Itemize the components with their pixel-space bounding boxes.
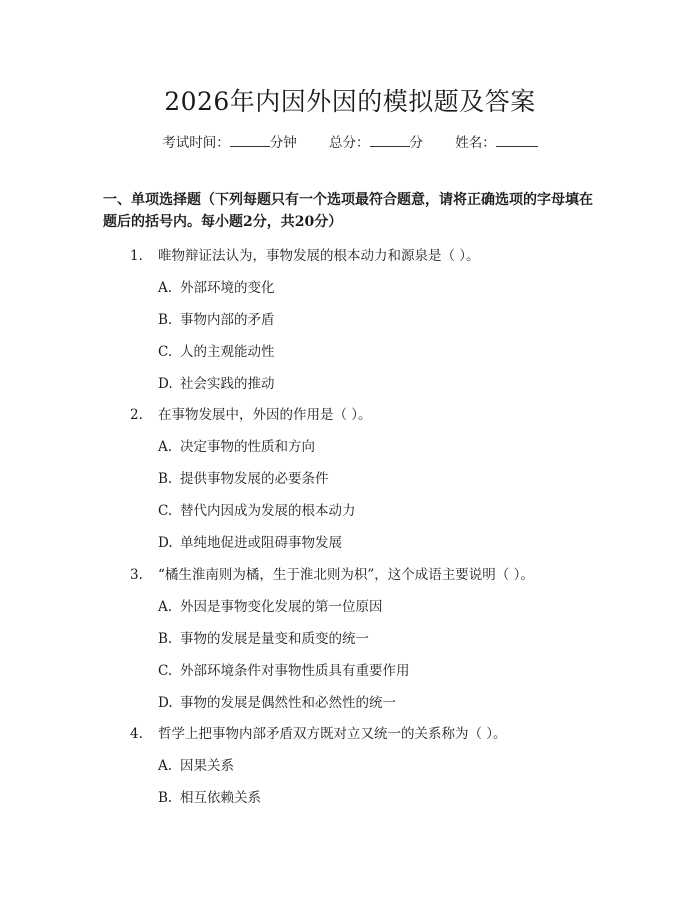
question-4-option-a: [158, 754, 234, 774]
question-2-option-a: [158, 435, 315, 455]
question-3: [130, 563, 534, 583]
option-text: 人的主观能动性: [180, 344, 275, 360]
question-number: 2.: [130, 407, 143, 423]
question-text: 唯物辩证法认为，事物发展的根本动力和源泉是（ ）。: [158, 248, 480, 264]
name-field: [455, 131, 538, 151]
option-text: 决定事物的性质和方向: [180, 439, 315, 455]
question-4: [130, 722, 507, 742]
option-letter: C.: [158, 344, 173, 360]
option-text: 单纯地促进或阻碍事物发展: [180, 535, 342, 551]
section-heading: 一、单项选择题（下列每题只有一个选项最符合题意，请将正确选项的字母填在题后的括号内。每小题2分，共20分）: [103, 192, 593, 230]
option-text: 外部环境条件对事物性质具有重要作用: [180, 663, 410, 679]
option-text: 事物的发展是偶然性和必然性的统一: [180, 695, 396, 711]
option-letter: A.: [158, 280, 173, 296]
option-text: 外部环境的变化: [180, 280, 275, 296]
exam-time-field: [162, 131, 297, 151]
question-1-option-a: [158, 276, 275, 296]
question-3-option-b: [158, 627, 369, 647]
question-1: [130, 244, 480, 264]
exam-time-blank: [230, 132, 270, 147]
question-number: 4.: [130, 726, 143, 742]
option-text: 外因是事物变化发展的第一位原因: [180, 599, 383, 615]
question-1-option-c: [158, 340, 275, 360]
question-text: “橘生淮南则为橘，生于淮北则为枳”，这个成语主要说明（ ）。: [158, 567, 534, 583]
question-number: 1.: [130, 248, 143, 264]
option-text: 相互依赖关系: [180, 790, 261, 806]
option-text: 因果关系: [180, 758, 234, 774]
total-score-unit: 分: [409, 135, 423, 151]
name-blank: [496, 132, 538, 147]
name-label: 姓名：: [455, 135, 496, 151]
option-letter: D.: [158, 695, 173, 711]
option-letter: C.: [158, 663, 173, 679]
question-text: 哲学上把事物内部矛盾双方既对立又统一的关系称为（ ）。: [158, 726, 507, 742]
option-text: 提供事物发展的必要条件: [180, 471, 329, 487]
exam-time-unit: 分钟: [269, 135, 297, 151]
question-3-option-c: [158, 659, 410, 679]
page-title: 2026年内因外因的模拟题及答案: [164, 87, 536, 116]
option-text: 事物的发展是量变和质变的统一: [180, 631, 369, 647]
option-letter: D.: [158, 376, 173, 392]
exam-info-line: [0, 131, 700, 151]
question-2: [130, 403, 372, 423]
option-letter: B.: [158, 312, 173, 328]
question-4-option-b: [158, 786, 261, 806]
option-letter: D.: [158, 535, 173, 551]
question-2-option-b: [158, 467, 329, 487]
total-score-field: [329, 131, 423, 151]
question-1-option-d: [158, 372, 275, 392]
option-letter: A.: [158, 758, 173, 774]
option-letter: B.: [158, 631, 173, 647]
question-text: 在事物发展中，外因的作用是（ ）。: [158, 407, 372, 423]
question-number: 3.: [130, 567, 143, 583]
total-score-blank: [370, 132, 410, 147]
question-3-option-a: [158, 595, 383, 615]
question-1-option-b: [158, 308, 275, 328]
option-letter: C.: [158, 503, 173, 519]
total-score-label: 总分：: [329, 135, 370, 151]
question-2-option-d: [158, 531, 342, 551]
question-3-option-d: [158, 691, 396, 711]
option-letter: B.: [158, 471, 173, 487]
option-letter: B.: [158, 790, 173, 806]
option-letter: A.: [158, 439, 173, 455]
exam-time-label: 考试时间：: [162, 135, 230, 151]
option-text: 社会实践的推动: [180, 376, 275, 392]
question-2-option-c: [158, 499, 356, 519]
option-text: 替代内因成为发展的根本动力: [180, 503, 356, 519]
option-text: 事物内部的矛盾: [180, 312, 275, 328]
option-letter: A.: [158, 599, 173, 615]
